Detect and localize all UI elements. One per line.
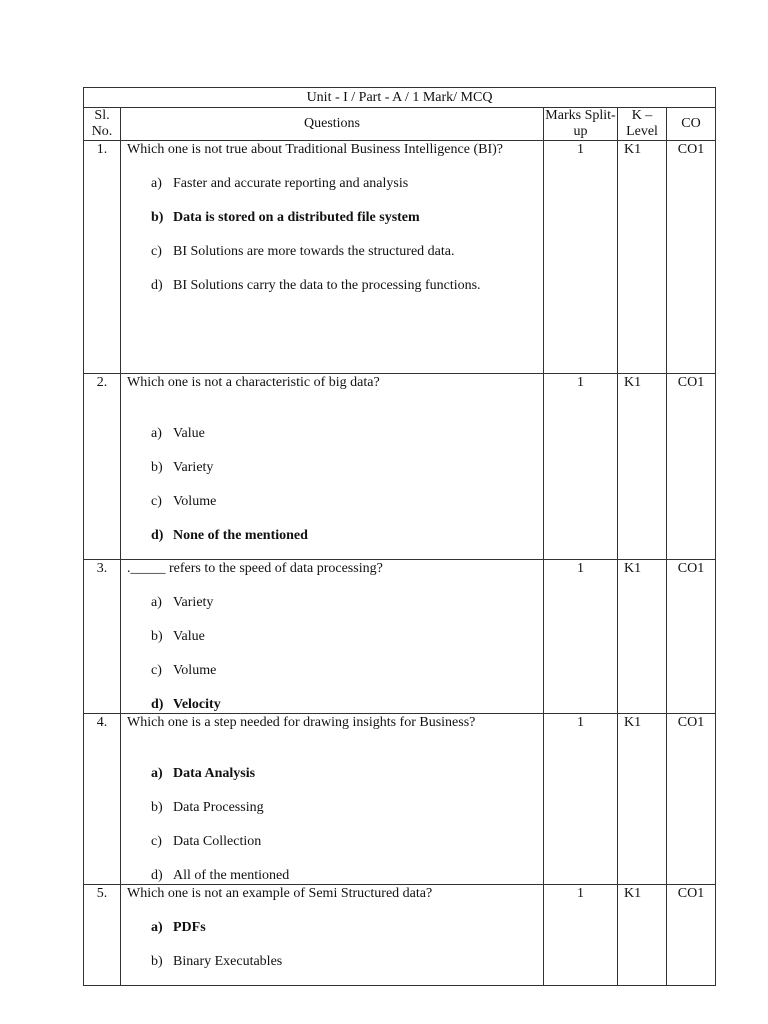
sl-number: 3. [84, 560, 121, 714]
option-text: Binary Executables [173, 954, 283, 969]
option-a [151, 594, 535, 611]
title-row [84, 88, 716, 108]
option-c [151, 662, 535, 679]
table-row [84, 374, 716, 560]
marks-value: 1 [544, 141, 618, 374]
option-label: a) [151, 920, 163, 935]
question-text: Which one is not a characteristic of big data? [127, 375, 380, 390]
question-text: Which one is a step needed for drawing insights for Business? [127, 715, 476, 730]
marks-value: 1 [544, 714, 618, 885]
option-text: Data Analysis [173, 766, 256, 781]
option-text: Data is stored on a distributed file system [173, 210, 420, 225]
option-a [151, 425, 535, 442]
question-text: Which one is not an example of Semi Structured data? [127, 886, 433, 901]
option-c [151, 833, 535, 850]
header-co: CO [667, 108, 716, 141]
marks-value: 1 [544, 374, 618, 560]
option-b [151, 799, 535, 816]
header-sl-no [84, 108, 121, 141]
option-d [151, 527, 535, 544]
option-label: b) [151, 460, 163, 475]
option-a [151, 175, 535, 192]
option-label: b) [151, 629, 163, 644]
option-text: Faster and accurate reporting and analysis [173, 176, 409, 191]
unit-title: Unit - I / Part - A / 1 Mark/ MCQ [84, 88, 716, 108]
options-list [127, 425, 535, 544]
option-label: b) [151, 800, 163, 815]
option-text: Variety [173, 460, 214, 475]
header-marks: Marks Split-up [545, 108, 616, 139]
option-b [151, 209, 535, 226]
option-label: a) [151, 426, 162, 441]
option-label: a) [151, 766, 163, 781]
marks-value: 1 [544, 885, 618, 986]
table-row [84, 141, 716, 374]
option-label: d) [151, 278, 163, 293]
sl-number: 5. [84, 885, 121, 986]
table-row [84, 714, 716, 885]
option-label: b) [151, 954, 163, 969]
question-cell [121, 141, 544, 374]
option-label: d) [151, 697, 164, 712]
question-cell [121, 714, 544, 885]
option-text: Data Collection [173, 834, 262, 849]
co-value: CO1 [667, 885, 716, 986]
option-text: Value [173, 426, 205, 441]
question-text: ._____ refers to the speed of data processing? [127, 561, 383, 576]
option-label: a) [151, 176, 162, 191]
question-cell [121, 374, 544, 560]
sl-number: 1. [84, 141, 121, 374]
k-level-value: K1 [618, 885, 667, 986]
option-b [151, 459, 535, 476]
options-list [127, 919, 535, 970]
options-list [127, 765, 535, 884]
header-row [84, 108, 716, 141]
option-label: c) [151, 244, 162, 259]
option-label: c) [151, 494, 162, 509]
co-value: CO1 [667, 714, 716, 885]
header-k-level: K – Level [618, 108, 667, 141]
option-label: c) [151, 663, 162, 678]
option-a [151, 919, 535, 936]
option-c [151, 243, 535, 260]
question-cell [121, 885, 544, 986]
option-text: PDFs [173, 920, 206, 935]
k-level-value: K1 [618, 374, 667, 560]
table-row [84, 560, 716, 714]
question-text: Which one is not true about Traditional Business Intelligence (BI)? [127, 142, 503, 157]
option-text: None of the mentioned [173, 528, 308, 543]
k-level-value: K1 [618, 141, 667, 374]
co-value: CO1 [667, 374, 716, 560]
option-b [151, 953, 535, 970]
sl-number: 2. [84, 374, 121, 560]
option-text: Velocity [173, 697, 221, 712]
option-d [151, 696, 535, 713]
option-d [151, 277, 535, 294]
option-text: Value [173, 629, 205, 644]
option-text: Variety [173, 595, 214, 610]
option-b [151, 628, 535, 645]
mcq-table [83, 87, 716, 986]
option-label: c) [151, 834, 162, 849]
header-sl-no-text: Sl. No. [91, 108, 113, 139]
option-text: BI Solutions are more towards the structured data. [173, 244, 455, 259]
option-text: Volume [173, 663, 217, 678]
option-label: b) [151, 210, 164, 225]
option-c [151, 493, 535, 510]
option-label: a) [151, 595, 162, 610]
option-text: Data Processing [173, 800, 264, 815]
option-text: Volume [173, 494, 217, 509]
option-text: All of the mentioned [173, 868, 290, 883]
options-list [127, 594, 535, 713]
option-text: BI Solutions carry the data to the processing functions. [173, 278, 481, 293]
co-value: CO1 [667, 560, 716, 714]
option-d [151, 867, 535, 884]
sl-number: 4. [84, 714, 121, 885]
options-list [127, 175, 535, 294]
option-label: d) [151, 528, 164, 543]
question-cell [121, 560, 544, 714]
header-questions: Questions [121, 108, 544, 141]
marks-value: 1 [544, 560, 618, 714]
option-label: d) [151, 868, 163, 883]
co-value: CO1 [667, 141, 716, 374]
k-level-value: K1 [618, 560, 667, 714]
table-row [84, 885, 716, 986]
k-level-value: K1 [618, 714, 667, 885]
option-a [151, 765, 535, 782]
